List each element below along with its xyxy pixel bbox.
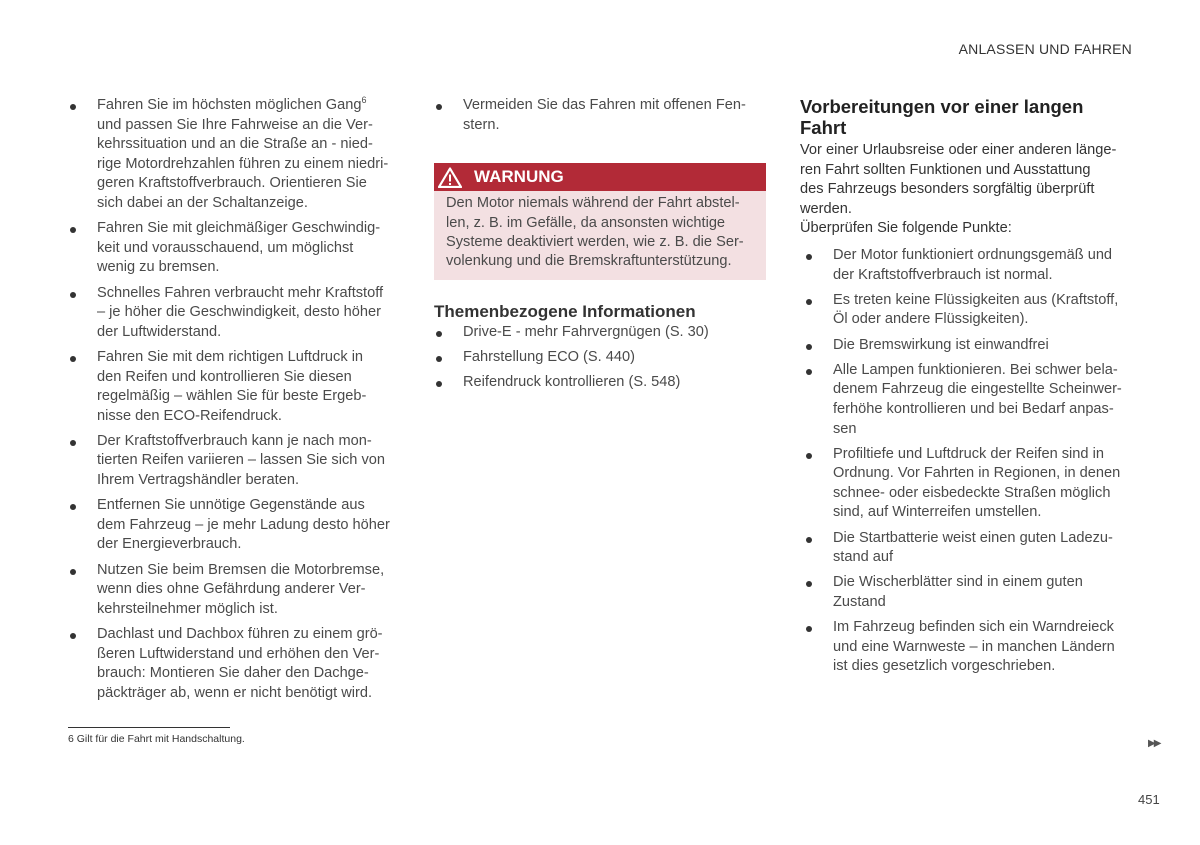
bullet-icon <box>70 569 76 575</box>
warning-box <box>434 163 766 280</box>
list-item <box>68 96 408 214</box>
bullet-icon <box>70 104 76 110</box>
list-item <box>68 432 408 491</box>
item-text: Alle Lampen funktionieren. Bei schwer bela- denem Fahrzeug die eingestellte Scheinwer- ferhöhe kontrollieren und bei Bedarf anpas- sen <box>833 361 1122 437</box>
list-item <box>804 246 1145 285</box>
bullet-icon <box>70 227 76 233</box>
left-column <box>68 96 408 709</box>
right-column <box>800 96 1145 683</box>
list-item <box>804 529 1145 568</box>
middle-column <box>434 96 774 398</box>
list-item <box>804 445 1145 523</box>
list-item <box>434 96 774 135</box>
list-item <box>68 625 408 703</box>
footnote-divider <box>68 727 230 728</box>
item-text: Entfernen Sie unnötige Gegenstände aus dem Fahrzeug – je mehr Ladung desto höher der Energieverbrauch. <box>97 497 390 553</box>
list-item <box>804 361 1145 439</box>
bullet-icon <box>806 581 812 587</box>
related-link[interactable] <box>434 323 774 343</box>
list-item <box>804 336 1145 356</box>
related-link[interactable] <box>434 348 774 368</box>
bullet-icon <box>436 331 442 337</box>
tips-list <box>68 96 408 703</box>
item-text: Es treten keine Flüssigkeiten aus (Kraftstoff, Öl oder andere Flüssigkeiten). <box>833 291 1119 328</box>
link-text[interactable]: Fahrstellung ECO (S. 440) <box>463 349 635 365</box>
list-item <box>804 618 1145 677</box>
item-text: Fahren Sie mit dem richtigen Luftdruck in den Reifen und kontrollieren Sie diesen regelmäßig – wählen Sie für beste Ergeb- nisse den ECO-Reifendruck. <box>97 348 367 424</box>
bullet-icon <box>806 254 812 260</box>
bullet-icon <box>436 104 442 110</box>
related-info-heading: Themenbezogene Informationen <box>434 301 696 321</box>
checklist <box>804 246 1145 677</box>
item-text: und passen Sie Ihre Fahrweise an die Ver- kehrssituation und an die Straße an - nied- rige Motordrehzahlen führen zu einem niedri- geren Kraftstoffverbrauch. Orientieren Sie sich dabei an der Schaltanzeige. <box>97 116 389 211</box>
list-item <box>804 573 1145 612</box>
bullet-icon <box>806 344 812 350</box>
bullet-icon <box>70 292 76 298</box>
bullet-icon <box>806 453 812 459</box>
bullet-icon <box>436 356 442 362</box>
item-text: Nutzen Sie beim Bremsen die Motorbremse, wenn dies ohne Gefährdung anderer Ver- kehrsteilnehmer möglich ist. <box>97 561 385 617</box>
item-text: Schnelles Fahren verbraucht mehr Kraftstoff – je höher die Geschwindigkeit, desto höher der Luftwiderstand. <box>97 284 384 340</box>
item-text: Die Wischerblätter sind in einem guten Zustand <box>833 574 1083 611</box>
bullet-icon <box>70 633 76 639</box>
warning-triangle-icon <box>438 167 462 188</box>
check-intro: Überprüfen Sie folgende Punkte: <box>800 220 1012 237</box>
warning-text: Den Motor niemals während der Fahrt abstel- len, z. B. im Gefälle, da ansonsten wichtige Systeme deaktiviert werden, wie z. B. die Ser- volenkung und die Bremskraftunterstützung. <box>434 191 766 280</box>
list-item <box>68 561 408 620</box>
related-links <box>434 323 774 393</box>
list-item <box>68 348 408 426</box>
list-item <box>68 496 408 555</box>
bullet-icon <box>806 369 812 375</box>
item-text: Im Fahrzeug befinden sich ein Warndreieck und eine Warnweste – in manchen Ländern ist dies gesetzlich vorgeschrieben. <box>833 619 1115 675</box>
related-link[interactable] <box>434 373 774 393</box>
bullet-icon <box>70 504 76 510</box>
bullet-icon <box>70 440 76 446</box>
warning-header <box>434 163 766 191</box>
intro-paragraph: Vor einer Urlaubsreise oder einer anderen länge- ren Fahrt sollten Funktionen und Ausstattung des Fahrzeugs besonders sorgfältig überprüft werden. <box>800 142 1117 217</box>
list-item <box>68 219 408 278</box>
tips-list-continued <box>434 96 774 135</box>
section-header: ANLASSEN UND FAHREN <box>958 41 1132 57</box>
footnote: 6 Gilt für die Fahrt mit Handschaltung. <box>68 733 245 745</box>
bullet-icon <box>70 356 76 362</box>
item-text: Der Kraftstoffverbrauch kann je nach mon- tierten Reifen variieren – lassen Sie sich von Ihrem Vertragshändler beraten. <box>97 432 385 489</box>
link-text[interactable]: Reifendruck kontrollieren (S. 548) <box>463 374 681 391</box>
item-text: Die Startbatterie weist einen guten Ladezu- stand auf <box>833 529 1113 566</box>
list-item <box>804 291 1145 330</box>
section-title: Vorbereitungen vor einer langen Fahrt <box>800 96 1084 138</box>
bullet-icon <box>806 299 812 305</box>
bullet-icon <box>436 381 442 387</box>
item-text: Vermeiden Sie das Fahren mit offenen Fen- stern. <box>463 97 746 133</box>
continue-arrow-icon: ▶▶ <box>1148 738 1160 749</box>
page-number: 451 <box>1138 792 1160 807</box>
list-item <box>68 284 408 343</box>
link-text[interactable]: Drive-E - mehr Fahrvergnügen (S. 30) <box>463 323 709 340</box>
item-text: Profiltiefe und Luftdruck der Reifen sind in Ordnung. Vor Fahrten in Regionen, in denen schnee- oder eisbedeckte Straßen möglich sind, auf Winterreifen umstellen. <box>833 445 1121 521</box>
item-text: Dachlast und Dachbox führen zu einem grö- ßeren Luftwiderstand und erhöhen den Ver- brauch: Montieren Sie daher den Dachge- päckträger ab, wenn er nicht benötigt wird. <box>97 626 383 701</box>
item-text: Die Bremswirkung ist einwandfrei <box>833 336 1049 353</box>
footnote-ref[interactable]: 6 <box>361 95 367 106</box>
bullet-icon <box>806 537 812 543</box>
warning-title: WARNUNG <box>474 167 564 187</box>
bullet-icon <box>806 626 812 632</box>
item-text: Der Motor funktioniert ordnungsgemäß und der Kraftstoffverbrauch ist normal. <box>833 246 1113 283</box>
item-text: Fahren Sie mit gleichmäßiger Geschwindig- keit und vorausschauend, um möglichst wenig zu bremsen. <box>97 220 381 276</box>
item-text: Fahren Sie im höchsten möglichen Gang <box>97 97 362 113</box>
